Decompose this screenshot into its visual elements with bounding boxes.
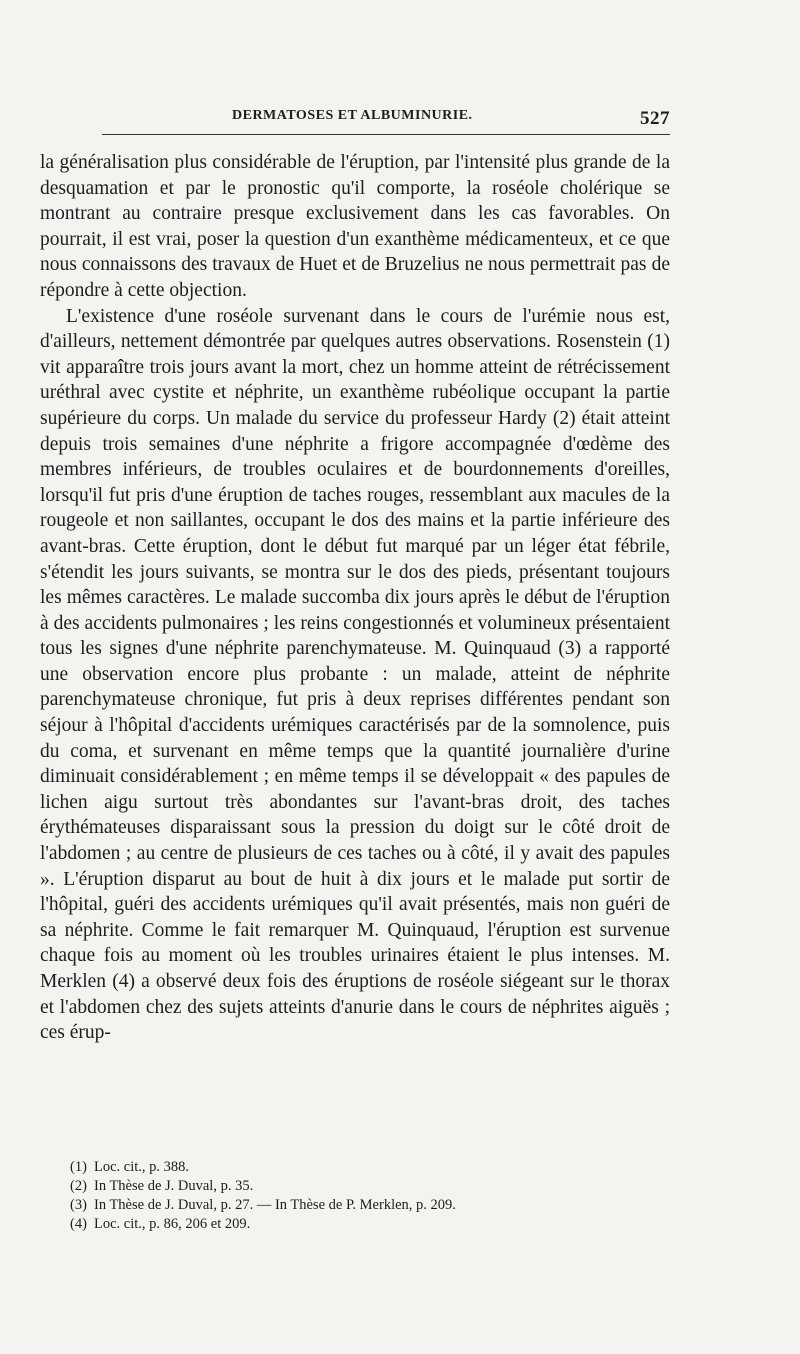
footnote-text: In Thèse de J. Duval, p. 35. [94, 1178, 254, 1194]
footnote-text: Loc. cit., p. 86, 206 et 209. [94, 1216, 251, 1232]
header-rule [102, 134, 670, 135]
footnote-2 [70, 1177, 630, 1196]
footnote-number: (1) [70, 1159, 87, 1175]
footnote-number: (4) [70, 1216, 87, 1232]
footnote-1 [70, 1158, 630, 1177]
footnote-number: (3) [70, 1197, 87, 1213]
footnotes [70, 1158, 630, 1234]
footnote-4 [70, 1215, 630, 1234]
footnote-3 [70, 1196, 630, 1215]
footnote-text: In Thèse de J. Duval, p. 27. — In Thèse de P. Merklen, p. 209. [94, 1197, 456, 1213]
paragraph-1: la généralisation plus considérable de l'éruption, par l'intensité plus grande de la desquamation et par le pronostic qu'il comporte, la roséole cholérique se montrant au contraire presque exclusivement dans les cas favorables. On pourrait, il est vrai, poser la question d'un exanthème médicamenteux, et ce que nous connaissons des travaux de Huet et de Bruzelius ne nous permettrait pas de répondre à cette objection. [40, 152, 670, 301]
paragraph-2: L'existence d'une roséole survenant dans le cours de l'urémie nous est, d'ailleurs, nettement démontrée par quelques autres observations. Rosenstein (1) vit apparaître trois jours avant la mort, chez un homme atteint de rétrécissement uréthral avec cystite et néphrite, un exanthème rubéolique occupant la partie supérieure du corps. Un malade du service du professeur Hardy (2) était atteint depuis trois semaines d'une néphrite a frigore accompagnée d'œdème des membres inférieurs, de troubles oculaires et de bourdonnements d'oreilles, lorsqu'il fut pris d'une éruption de taches rouges, ressemblant aux macules de la rougeole et non saillantes, occupant le dos des mains et la partie inférieure des avant-bras. Cette éruption, dont le début fut marqué par un léger état fébrile, s'étendit les jours suivants, se montra sur le dos des pieds, présentant toujours les mêmes caractères. Le malade succomba dix jours après le début de l'éruption à des accidents pulmonaires ; les reins congestionnés et volumineux présentaient tous les signes d'une néphrite parenchymateuse. M. Quinquaud (3) a rapporté une observation encore plus probante : un malade, atteint de néphrite parenchymateuse chronique, fut pris à deux reprises différentes pendant son séjour à l'hôpital d'accidents urémiques caractérisés par de la somnolence, puis du coma, et survenant en même temps que la quantité journalière d'urine diminuait considérablement ; en même temps il se développait « des papules de lichen aigu surtout très abondantes sur l'avant-bras droit, des taches érythémateuses disparaissant sous la pression du doigt sur le côté droit de l'abdomen ; au centre de plusieurs de ces taches ou à côté, il y avait des papules ». L'éruption disparut au bout de huit à dix jours et le malade put sortir de l'hôpital, guéri des accidents urémiques qu'il avait présentés, mais non guéri de sa néphrite. Comme le fait remarquer M. Quinquaud, l'éruption est survenue chaque fois au moment où les troubles urinaires étaient le plus intenses. M. Merklen (4) a observé deux fois des éruptions de roséole siégeant sur le thorax et l'abdomen chez des sujets atteints d'anurie dans le cours de néphrites aiguës ; ces érup- [40, 305, 670, 1044]
footnote-text: Loc. cit., p. 388. [94, 1159, 190, 1175]
body-text [40, 150, 670, 1046]
running-title: DERMATOSES ET ALBUMINURIE. [232, 108, 473, 123]
page-number: 527 [640, 108, 670, 129]
footnote-number: (2) [70, 1178, 87, 1194]
